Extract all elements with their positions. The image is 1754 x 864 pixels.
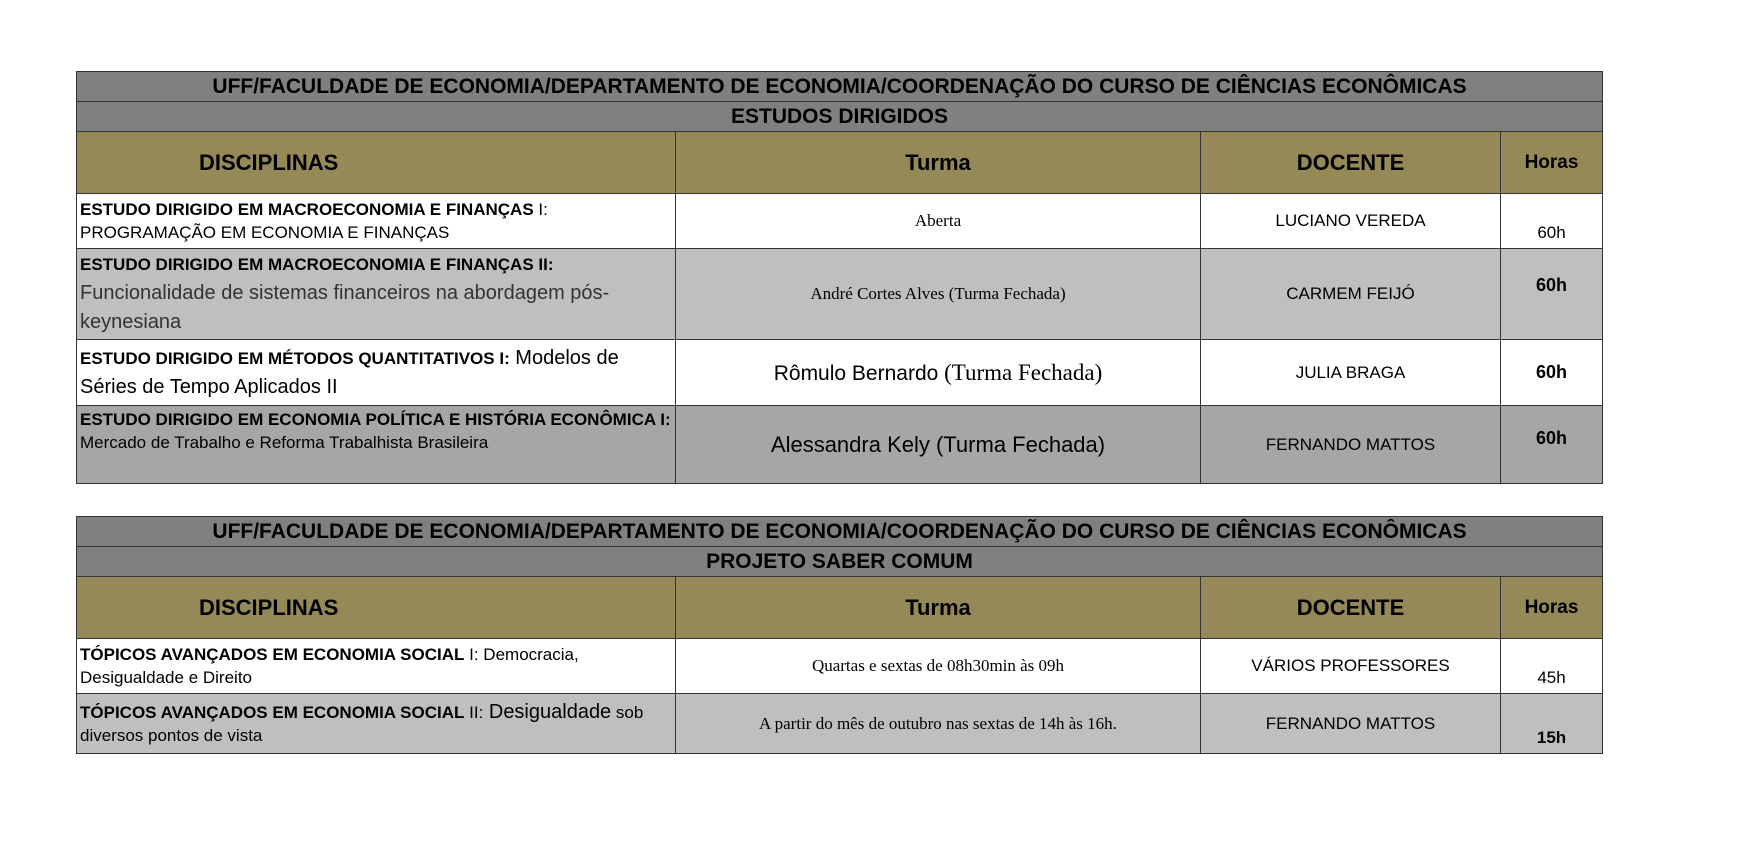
discipline-description: Funcionalidade de sistemas financeiros na abordagem pós-keynesiana (80, 282, 610, 333)
turma-cell: Aberta (676, 194, 1201, 249)
docente-cell: LUCIANO VEREDA (1201, 194, 1501, 249)
discipline-title: ESTUDO DIRIGIDO EM ECONOMIA POLÍTICA E HISTÓRIA ECONÔMICA I: (80, 410, 671, 429)
docente-cell: JULIA BRAGA (1201, 340, 1501, 406)
column-header-docente: DOCENTE (1201, 132, 1501, 194)
turma-cell: Alessandra Kely (Turma Fechada) (676, 406, 1201, 484)
discipline-description-emphasis: Desigualdade (483, 700, 612, 723)
horas-cell: 15h (1501, 694, 1603, 754)
discipline-suffix: I: (533, 200, 548, 219)
discipline-title: ESTUDO DIRIGIDO EM MACROECONOMIA E FINANÇAS II: (80, 255, 554, 274)
discipline-cell (77, 406, 676, 484)
turma-cell: Quartas e sextas de 08h30min às 09h (676, 639, 1201, 694)
turma-cell: André Cortes Alves (Turma Fechada) (676, 249, 1201, 340)
turma-status: (Turma Fechada) (938, 359, 1103, 385)
docente-cell: CARMEM FEIJÓ (1201, 249, 1501, 340)
table-header-institution: UFF/FACULDADE DE ECONOMIA/DEPARTAMENTO DE ECONOMIA/COORDENAÇÃO DO CURSO DE CIÊNCIAS ECONÔMICAS (77, 517, 1603, 547)
column-header-docente: DOCENTE (1201, 577, 1501, 639)
turma-cell: A partir do mês de outubro nas sextas de 14h às 16h. (676, 694, 1201, 754)
table-row (77, 340, 1603, 406)
column-header-turma: Turma (676, 577, 1201, 639)
table-row (77, 406, 1603, 484)
discipline-suffix: I: (464, 645, 479, 664)
discipline-description: PROGRAMAÇÃO EM ECONOMIA E FINANÇAS (80, 223, 450, 242)
horas-cell: 60h (1501, 194, 1603, 249)
discipline-cell (77, 694, 676, 754)
table-header-title: PROJETO SABER COMUM (77, 547, 1603, 577)
docente-cell: VÁRIOS PROFESSORES (1201, 639, 1501, 694)
discipline-description: Modelos de Séries de Tempo Aplicados II (80, 346, 619, 398)
discipline-cell (77, 639, 676, 694)
column-header-horas: Horas (1501, 132, 1603, 194)
discipline-description: Democracia, Desigualdade e Direito (80, 645, 579, 687)
discipline-cell (77, 340, 676, 406)
estudos-dirigidos-table (76, 71, 1603, 484)
docente-cell: FERNANDO MATTOS (1201, 406, 1501, 484)
discipline-title: TÓPICOS AVANÇADOS EM ECONOMIA SOCIAL (80, 645, 465, 664)
discipline-cell (77, 194, 676, 249)
discipline-title: ESTUDO DIRIGIDO EM MÉTODOS QUANTITATIVOS I: (80, 348, 510, 368)
discipline-description: sob diversos pontos de vista (80, 702, 644, 745)
turma-name: Rômulo Bernardo (773, 361, 939, 385)
table-row (77, 194, 1603, 249)
table-row (77, 249, 1603, 340)
column-header-turma: Turma (676, 132, 1201, 194)
column-header-disciplinas: DISCIPLINAS (77, 132, 676, 194)
table-row (77, 639, 1603, 694)
horas-cell: 60h (1501, 249, 1603, 340)
turma-cell (676, 340, 1201, 406)
table-row (77, 694, 1603, 754)
discipline-description: Mercado de Trabalho e Reforma Trabalhista Brasileira (80, 433, 489, 452)
horas-cell: 45h (1501, 639, 1603, 694)
column-header-horas: Horas (1501, 577, 1603, 639)
discipline-title: ESTUDO DIRIGIDO EM MACROECONOMIA E FINANÇAS (80, 200, 534, 219)
column-header-disciplinas: DISCIPLINAS (77, 577, 676, 639)
docente-cell: FERNANDO MATTOS (1201, 694, 1501, 754)
discipline-suffix: II: (464, 702, 484, 722)
horas-cell: 60h (1501, 340, 1603, 406)
horas-cell: 60h (1501, 406, 1603, 484)
table-header-title: ESTUDOS DIRIGIDOS (77, 102, 1603, 132)
discipline-cell (77, 249, 676, 340)
discipline-title: TÓPICOS AVANÇADOS EM ECONOMIA SOCIAL (80, 702, 465, 722)
table-header-institution: UFF/FACULDADE DE ECONOMIA/DEPARTAMENTO DE ECONOMIA/COORDENAÇÃO DO CURSO DE CIÊNCIAS ECONÔMICAS (77, 72, 1603, 102)
projeto-saber-comum-table (76, 516, 1603, 754)
